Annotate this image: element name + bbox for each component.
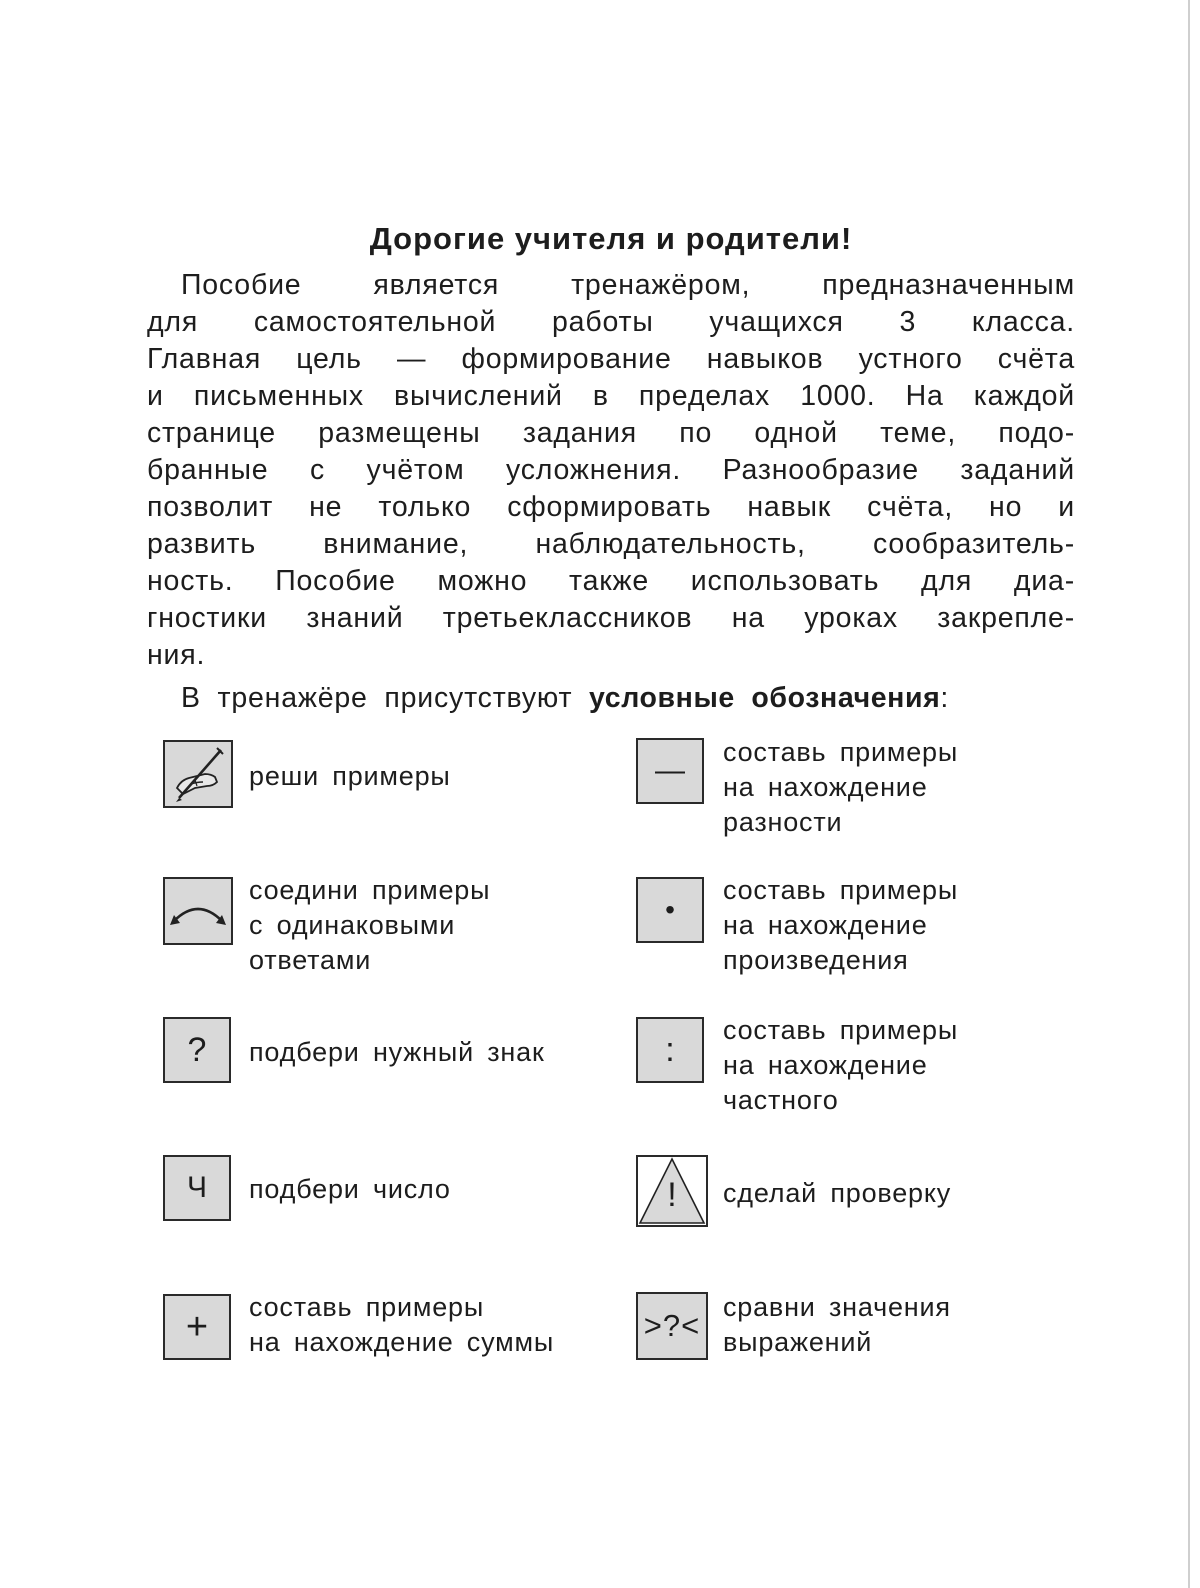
- legend-line: составь примеры: [723, 875, 959, 905]
- paragraph-line: бранные с учётом усложнения. Разнообразие заданий: [147, 454, 1075, 486]
- dot-multiply-icon: •: [636, 877, 704, 943]
- legend-label-sign: подбери нужный знак: [249, 1037, 545, 1067]
- legend-line: составь примеры: [249, 1292, 485, 1322]
- legend-line: произведения: [723, 945, 909, 975]
- legend-label-difference: [723, 735, 958, 840]
- exclamation-mark: !: [667, 1175, 677, 1214]
- legend-intro: [147, 680, 1075, 717]
- paragraph-line: ния.: [147, 639, 206, 671]
- pen-hand-icon: [163, 740, 233, 808]
- legend-line: на нахождение: [723, 772, 928, 802]
- intro-paragraph: [147, 267, 1075, 674]
- legend-label-compare: [723, 1290, 951, 1360]
- page-edge-line: [1188, 0, 1190, 1588]
- paragraph-line: позволит не только сформировать навык счёта, но и: [147, 491, 1075, 523]
- paragraph-line: Пособие является тренажёром, предназначенным: [181, 269, 1075, 301]
- warning-triangle-icon: [636, 1155, 708, 1227]
- page-title: Дорогие учителя и родители!: [369, 221, 853, 256]
- question-mark-icon: ?: [163, 1017, 231, 1083]
- paragraph-line: развить внимание, наблюдательность, сообразитель-: [147, 528, 1075, 560]
- curved-double-arrow-icon: [163, 877, 233, 945]
- legend-label-number: подбери число: [249, 1174, 451, 1204]
- document-body: [147, 215, 1075, 717]
- legend-line: с одинаковыми: [249, 910, 456, 940]
- paragraph-line: гностики знаний третьеклассников на уроках закрепле-: [147, 602, 1075, 634]
- legend-line: на нахождение: [723, 1050, 928, 1080]
- paragraph-line: Главная цель — формирование навыков устного счёта: [147, 343, 1075, 375]
- legend-line: разности: [723, 807, 843, 837]
- legend-line: выражений: [723, 1327, 873, 1357]
- minus-icon: —: [636, 738, 704, 804]
- legend-line: соедини примеры: [249, 875, 491, 905]
- legend-line: сравни значения: [723, 1292, 951, 1322]
- legend-line: частного: [723, 1085, 839, 1115]
- paragraph-line: для самостоятельной работы учащихся 3 класса.: [147, 306, 1075, 338]
- legend-intro-text: В тренажёре присутствуют: [181, 682, 590, 714]
- legend-line: составь примеры: [723, 737, 959, 767]
- legend-label-sum: [249, 1290, 554, 1360]
- legend-label-product: [723, 873, 958, 978]
- legend-line: ответами: [249, 945, 372, 975]
- legend-label-check: сделай проверку: [723, 1178, 952, 1208]
- legend-intro-bold: условные обозначения: [589, 682, 941, 714]
- colon-divide-icon: :: [636, 1017, 704, 1083]
- legend-label-connect: [249, 873, 490, 978]
- legend-intro-colon: :: [940, 682, 950, 714]
- legend-line: составь примеры: [723, 1015, 959, 1045]
- compare-icon: >?<: [636, 1292, 708, 1360]
- paragraph-line: ность. Пособие можно также использовать для диа-: [147, 565, 1075, 597]
- number-letter-icon: Ч: [163, 1155, 231, 1221]
- plus-icon: +: [163, 1294, 231, 1360]
- legend-line: на нахождение суммы: [249, 1327, 555, 1357]
- legend-label-solve: реши примеры: [249, 761, 451, 791]
- legend-label-quotient: [723, 1013, 958, 1118]
- paragraph-line: странице размещены задания по одной теме, подо-: [147, 417, 1075, 449]
- paragraph-line: и письменных вычислений в пределах 1000. На каждой: [147, 380, 1075, 412]
- legend-line: на нахождение: [723, 910, 928, 940]
